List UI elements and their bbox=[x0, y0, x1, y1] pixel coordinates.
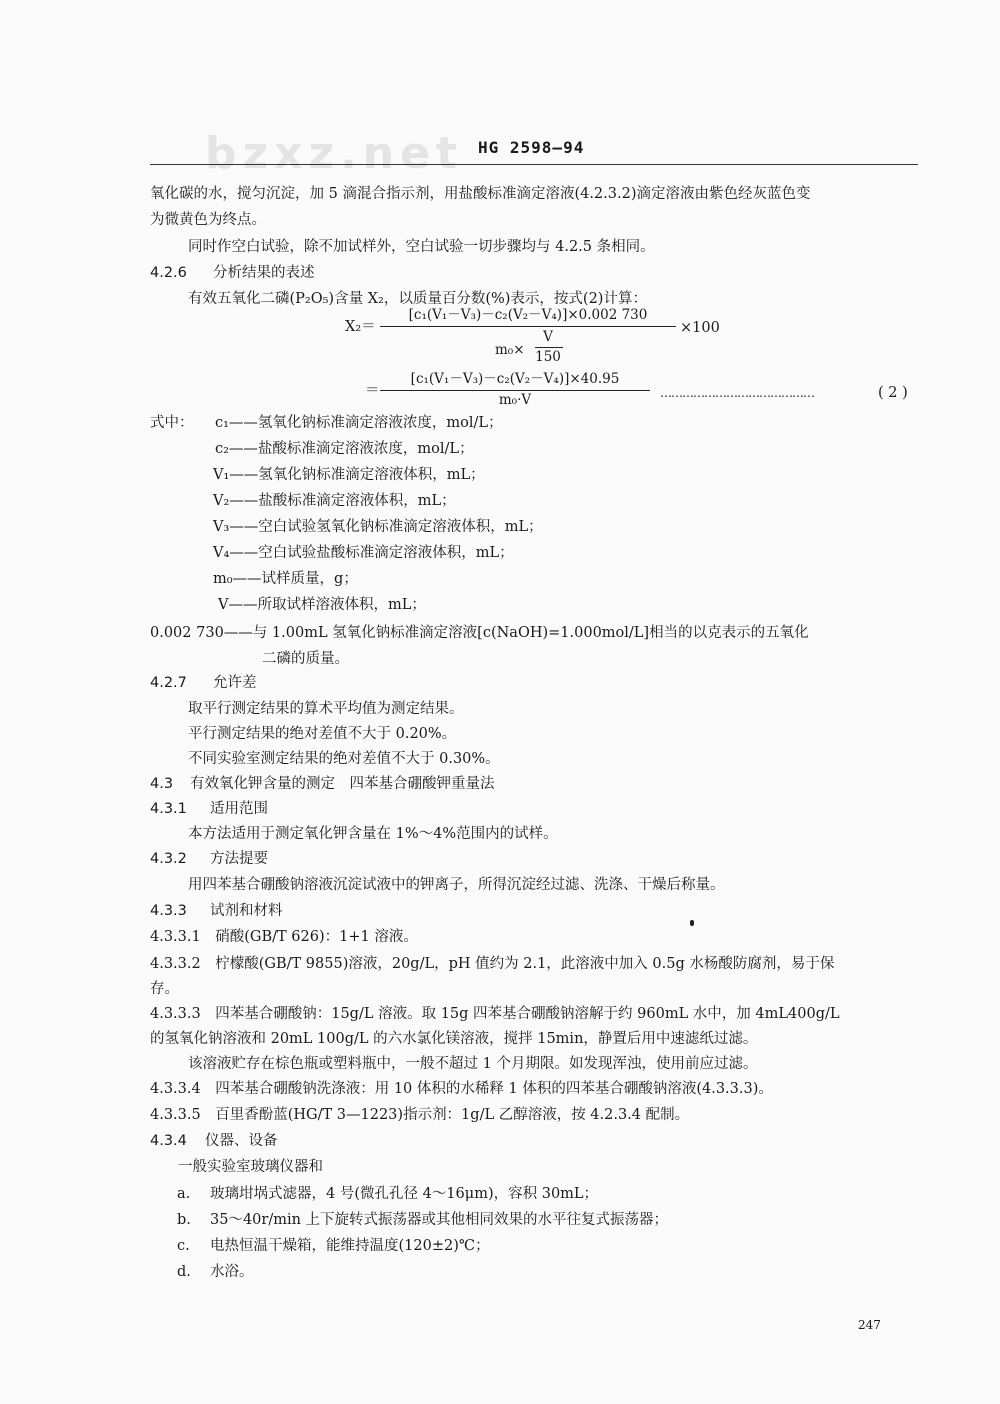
section-number: 4.3.3 bbox=[150, 903, 187, 919]
reagent-item: 4.3.3.3 四苯基合硼酸钠：15g/L 溶液。取 15g 四苯基合硼酸钠溶解于约 960mL 水中，加 4mL400g/L bbox=[150, 1006, 840, 1022]
formula-numerator-2: [c₁(V₁－V₃)－c₂(V₂－V₄)]×40.95 bbox=[410, 371, 620, 387]
definition-v1: V₁——氢氧化钠标准滴定溶液体积，mL； bbox=[213, 467, 485, 483]
section-title: 允许差 bbox=[213, 675, 257, 691]
paragraph-line: 同时作空白试验，除不加试样外，空白试验一切步骤均与 4.2.5 条相同。 bbox=[188, 239, 655, 255]
list-marker: b. bbox=[177, 1212, 191, 1228]
list-marker: c. bbox=[177, 1238, 190, 1254]
paragraph-line: 一般实验室玻璃仪器和 bbox=[178, 1159, 323, 1175]
section-number: 4.3.1 bbox=[150, 801, 187, 817]
paragraph-line: 用四苯基合硼酸钠溶液沉淀试液中的钾离子，所得沉淀经过滤、洗涤、干燥后称量。 bbox=[188, 877, 725, 893]
definition-constant-cont: 二磷的质量。 bbox=[262, 651, 349, 667]
definition-v: V——所取试样溶液体积，mL； bbox=[218, 597, 426, 613]
formula-denominator-2: m₀·V bbox=[498, 392, 532, 408]
page-number: 247 bbox=[858, 1318, 881, 1332]
definition-m0: m₀——试样质量，g； bbox=[213, 571, 358, 587]
equation-number: ( 2 ) bbox=[878, 385, 908, 401]
definition-constant: 0.002 730——与 1.00mL 氢氧化钠标准滴定溶液[c(NaOH)=1.000mol/L]相当的以克表示的五氧化 bbox=[150, 625, 809, 641]
section-title: 适用范围 bbox=[210, 801, 268, 817]
reagent-item: 4.3.3.2 柠檬酸(GB/T 9855)溶液，20g/L，pH 值约为 2.1，此溶液中加入 0.5g 水杨酸防腐剂，易于保 bbox=[150, 956, 835, 972]
formula-inner-numerator: V bbox=[543, 329, 553, 345]
where-label: 式中： bbox=[150, 415, 194, 431]
watermark: bzxz.net bbox=[205, 128, 464, 179]
stray-mark bbox=[690, 920, 694, 926]
equipment-item: 电热恒温干燥箱，能维持温度(120±2)℃； bbox=[210, 1238, 490, 1254]
paragraph-line: 氧化碳的水，搅匀沉淀，加 5 滴混合指示剂，用盐酸标准滴定溶液(4.2.3.2)滴定溶液由紫色经灰蓝色变 bbox=[150, 186, 811, 202]
definition-v2: V₂——盐酸标准滴定溶液体积，mL； bbox=[213, 493, 456, 509]
header-rule bbox=[150, 164, 918, 165]
paragraph-line: 本方法适用于测定氧化钾含量在 1%～4%范围内的试样。 bbox=[188, 826, 558, 842]
paragraph-line: 平行测定结果的绝对差值不大于 0.20%。 bbox=[188, 726, 457, 742]
section-number: 4.3.4 bbox=[150, 1133, 187, 1149]
standard-header: HG 2598—94 bbox=[478, 138, 585, 157]
fraction-bar bbox=[380, 326, 676, 327]
reagent-item: 4.3.3.1 硝酸(GB/T 626)：1+1 溶液。 bbox=[150, 929, 418, 945]
paragraph-line: 不同实验室测定结果的绝对差值不大于 0.30%。 bbox=[188, 751, 500, 767]
section-title: 分析结果的表述 bbox=[213, 265, 315, 281]
equipment-item: 玻璃坩埚式滤器，4 号(微孔孔径 4～16μm)，容积 30mL； bbox=[210, 1186, 599, 1202]
formula-times-100: ×100 bbox=[680, 320, 720, 336]
formula-lhs: X₂＝ bbox=[345, 319, 376, 335]
leader-dots: …………………………………… bbox=[660, 386, 814, 400]
formula-equals: ＝ bbox=[365, 383, 380, 399]
section-title: 仪器、设备 bbox=[205, 1133, 278, 1149]
definition-c1: c₁——氢氧化钠标准滴定溶液浓度，mol/L； bbox=[215, 415, 503, 431]
reagent-item-cont: 的氢氧化钠溶液和 20mL 100g/L 的六水氯化镁溶液，搅拌 15min，静置后用中速滤纸过滤。 bbox=[150, 1031, 758, 1047]
section-title: 方法提要 bbox=[210, 851, 268, 867]
equipment-item: 水浴。 bbox=[210, 1264, 254, 1280]
paragraph-line: 为微黄色为终点。 bbox=[150, 212, 266, 228]
equipment-item: 35～40r/min 上下旋转式振荡器或其他相同效果的水平往复式振荡器； bbox=[210, 1212, 669, 1228]
reagent-item-cont: 存。 bbox=[150, 981, 179, 997]
formula-numerator: [c₁(V₁－V₃)－c₂(V₂－V₄)]×0.002 730 bbox=[408, 307, 648, 323]
definition-v4: V₄——空白试验盐酸标准滴定溶液体积，mL； bbox=[213, 545, 514, 561]
reagent-item: 4.3.3.4 四苯基合硼酸钠洗涤液：用 10 体积的水稀释 1 体积的四苯基合硼酸钠溶液(4.3.3.3)。 bbox=[150, 1081, 773, 1097]
paragraph-line: 有效五氧化二磷(P₂O₅)含量 X₂，以质量百分数(%)表示，按式(2)计算： bbox=[188, 291, 647, 307]
paragraph-line: 取平行测定结果的算术平均值为测定结果。 bbox=[188, 701, 464, 717]
list-marker: d. bbox=[177, 1264, 191, 1280]
reagent-note: 该溶液贮存在棕色瓶或塑料瓶中，一般不超过 1 个月期限。如发现浑浊，使用前应过滤。 bbox=[188, 1056, 758, 1072]
section-number: 4.2.6 bbox=[150, 265, 187, 281]
formula-inner-denominator: 150 bbox=[535, 349, 561, 365]
section-number: 4.3.2 bbox=[150, 851, 187, 867]
section-number: 4.3 bbox=[150, 776, 174, 792]
list-marker: a. bbox=[177, 1186, 191, 1202]
formula-denominator-m0: m₀× bbox=[495, 342, 525, 358]
definition-v3: V₃——空白试验氢氧化钠标准滴定溶液体积，mL； bbox=[213, 519, 543, 535]
definition-c2: c₂——盐酸标准滴定溶液浓度，mol/L； bbox=[215, 441, 474, 457]
section-number: 4.2.7 bbox=[150, 675, 187, 691]
section-title: 试剂和材料 bbox=[210, 903, 283, 919]
reagent-item: 4.3.3.5 百里香酚蓝(HG/T 3—1223)指示剂：1g/L 乙醇溶液，按 4.2.3.4 配制。 bbox=[150, 1107, 690, 1123]
section-title: 有效氧化钾含量的测定 四苯基合硼酸钾重量法 bbox=[190, 776, 495, 792]
